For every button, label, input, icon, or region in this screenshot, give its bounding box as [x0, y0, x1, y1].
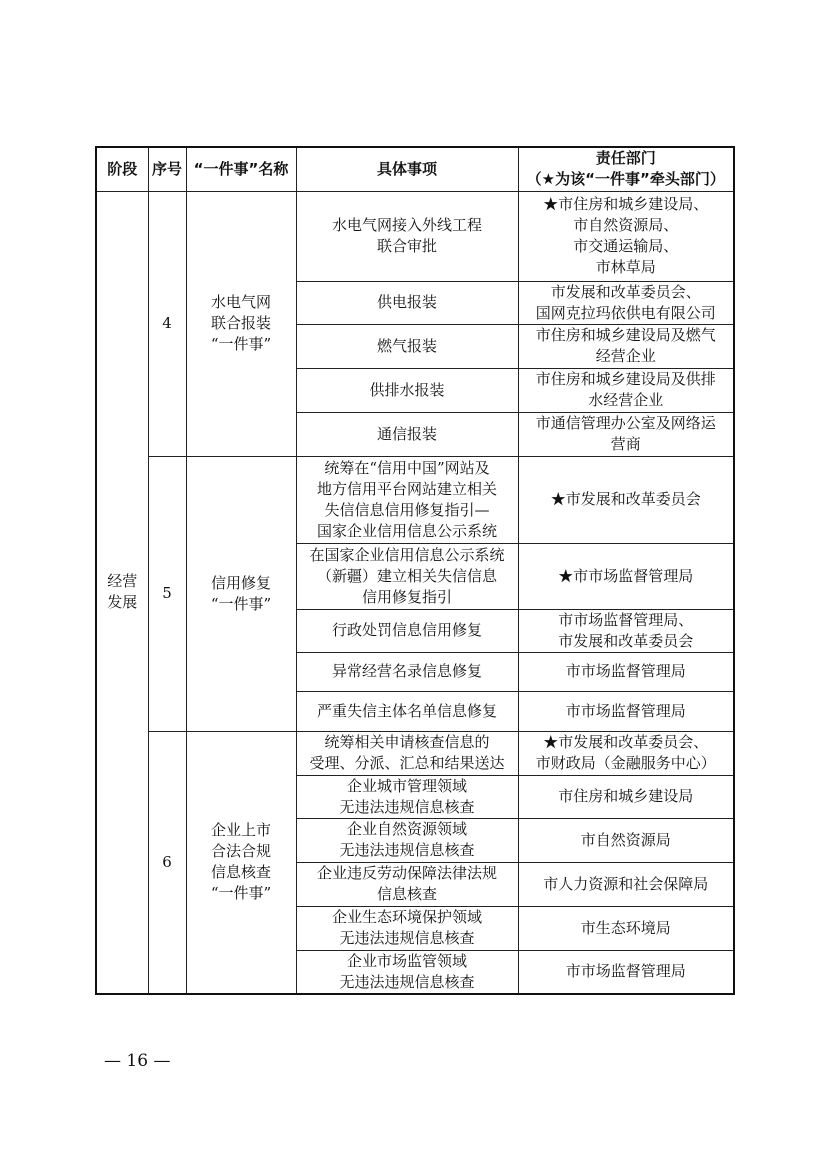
group-name-cell: 水电气网 联合报装 “一件事”	[186, 191, 296, 456]
specific-item-cell: 统筹相关申请核查信息的 受理、分派、汇总和结果送达	[296, 731, 518, 775]
dept-cell: 市市场监督管理局	[518, 950, 734, 994]
dept-cell: 市住房和城乡建设局及燃气 经营企业	[518, 324, 734, 368]
specific-item-cell: 企业自然资源领域 无违法违规信息核查	[296, 818, 518, 862]
dept-cell: ★市市场监督管理局	[518, 543, 734, 609]
specific-item-cell: 严重失信主体名单信息修复	[296, 691, 518, 731]
specific-item-cell: 异常经营名录信息修复	[296, 652, 518, 691]
dept-cell: 市住房和城乡建设局及供排 水经营企业	[518, 368, 734, 412]
specific-item-cell: 供排水报装	[296, 368, 518, 412]
dept-cell: ★市发展和改革委员会	[518, 456, 734, 543]
table-row	[96, 731, 734, 775]
stage-cell: 经营 发展	[96, 191, 148, 994]
dept-cell: 市发展和改革委员会、 国网克拉玛依供电有限公司	[518, 281, 734, 324]
specific-item-cell: 燃气报装	[296, 324, 518, 368]
dept-cell: 市市场监督管理局、 市发展和改革委员会	[518, 609, 734, 652]
dept-cell: 市市场监督管理局	[518, 652, 734, 691]
specific-item-cell: 企业市场监管领域 无违法违规信息核查	[296, 950, 518, 994]
page-number: — 16 —	[104, 1051, 171, 1071]
header-index: 序号	[148, 147, 186, 191]
dept-cell: 市市场监督管理局	[518, 691, 734, 731]
dept-cell: 市生态环境局	[518, 906, 734, 950]
dept-cell: ★市发展和改革委员会、 市财政局（金融服务中心）	[518, 731, 734, 775]
table-row	[96, 191, 734, 281]
table-header-row	[96, 147, 734, 191]
specific-item-cell: 企业违反劳动保障法律法规 信息核查	[296, 862, 518, 906]
specific-item-cell: 行政处罚信息信用修复	[296, 609, 518, 652]
specific-item-cell: 在国家企业信用信息公示系统 （新疆）建立相关失信信息 信用修复指引	[296, 543, 518, 609]
group-index-cell: 4	[148, 191, 186, 456]
group-index-cell: 5	[148, 456, 186, 731]
specific-item-cell: 企业城市管理领域 无违法违规信息核查	[296, 775, 518, 818]
group-index-cell: 6	[148, 731, 186, 994]
specific-item-cell: 供电报装	[296, 281, 518, 324]
header-dept: 责任部门 （★为该“一件事”牵头部门）	[518, 147, 734, 191]
dept-cell: 市通信管理办公室及网络运 营商	[518, 412, 734, 456]
table-row	[96, 456, 734, 543]
dept-cell: 市住房和城乡建设局	[518, 775, 734, 818]
specific-item-cell: 统筹在“信用中国”网站及 地方信用平台网站建立相关 失信信息信用修复指引— 国家企业信用信息公示系统	[296, 456, 518, 543]
responsibility-table	[95, 146, 735, 995]
header-item-name: “一件事”名称	[186, 147, 296, 191]
specific-item-cell: 水电气网接入外线工程 联合审批	[296, 191, 518, 281]
group-name-cell: 信用修复 “一件事”	[186, 456, 296, 731]
specific-item-cell: 企业生态环境保护领域 无违法违规信息核查	[296, 906, 518, 950]
group-name-cell: 企业上市 合法合规 信息核查 “一件事”	[186, 731, 296, 994]
header-stage: 阶段	[96, 147, 148, 191]
header-specific: 具体事项	[296, 147, 518, 191]
dept-cell: ★市住房和城乡建设局、 市自然资源局、 市交通运输局、 市林草局	[518, 191, 734, 281]
dept-cell: 市自然资源局	[518, 818, 734, 862]
specific-item-cell: 通信报装	[296, 412, 518, 456]
dept-cell: 市人力资源和社会保障局	[518, 862, 734, 906]
